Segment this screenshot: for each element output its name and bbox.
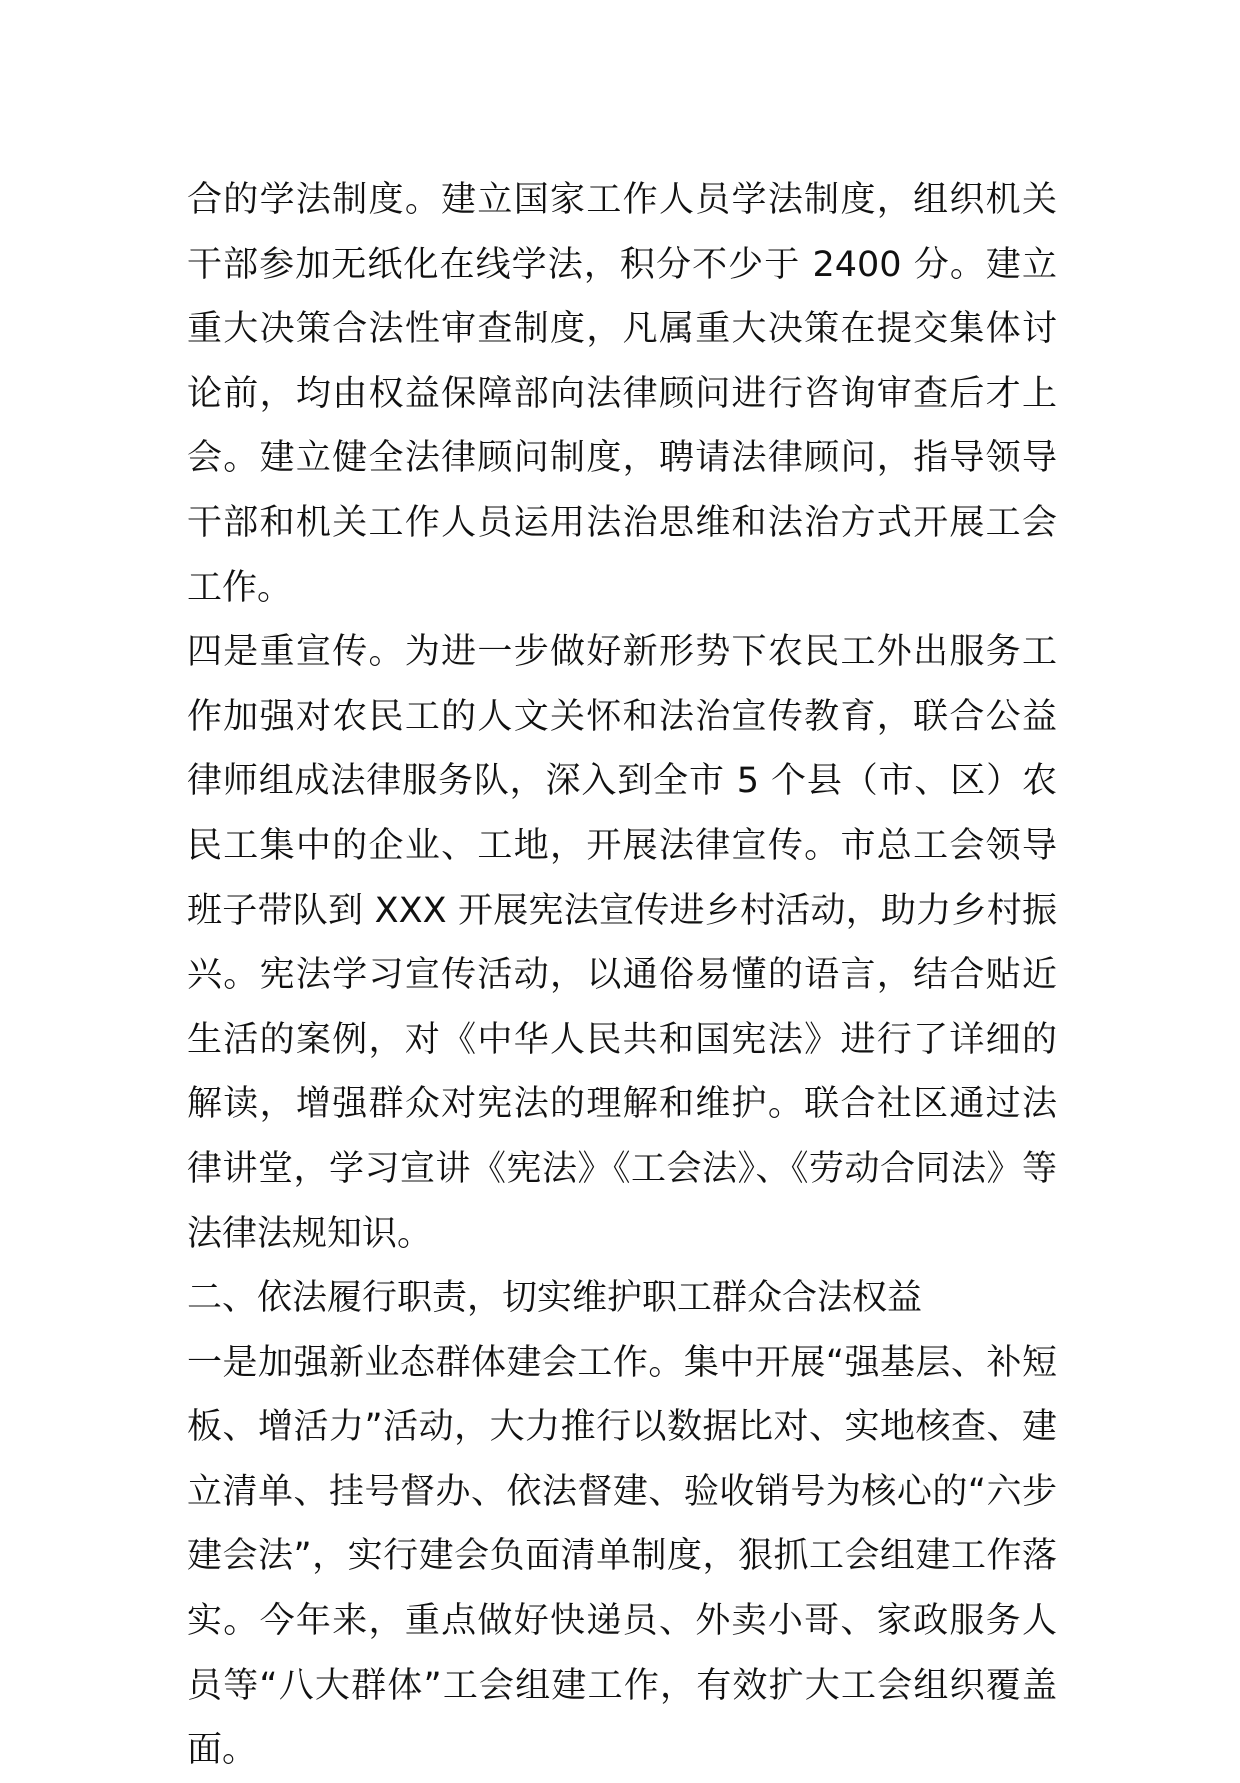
paragraph-publicity: 四是重宣传。为进一步做好新形势下农民工外出服务工作加强对农民工的人文关怀和法治宣传教育，联合公益律师组成法律服务队，深入到全市 5 个县（市、区）农民工集中的企业、工地，开展法律宣传。市总工会领导班子带队到 XXX 开展宪法宣传进乡村活动，助力乡村振兴。宪法学习宣传活动，以通俗易懂的语言，结合贴近生活的案例，对《中华人民共和国宪法》进行了详细的解读，增强群众对宪法的理解和维护。联合社区通过法律讲堂，学习宣讲《宪法》《工会法》、《劳动合同法》等法律法规知识。 [187, 632, 1057, 1254]
document-body [187, 168, 1057, 1783]
section-heading: 二、依法履行职责，切实维护职工群众合法权益 [187, 1278, 923, 1319]
paragraph-study-system: 合的学法制度。建立国家工作人员学法制度，组织机关干部参加无纸化在线学法，积分不少于 2400 分。建立重大决策合法性审查制度，凡属重大决策在提交集体讨论前，均由权益保障部向法律顾问进行咨询审查后才上会。建立健全法律顾问制度，聘请法律顾问，指导领导干部和机关工作人员运用法治思维和法治方式开展工会工作。 [187, 180, 1057, 608]
paragraph-new-business-groups: 一是加强新业态群体建会工作。集中开展“强基层、补短板、增活力”活动，大力推行以数据比对、实地核查、建立清单、挂号督办、依法督建、验收销号为核心的“六步建会法”，实行建会负面清单制度，狠抓工会组建工作落实。今年来，重点做好快递员、外卖小哥、家政服务人员等“八大群体”工会组建工作，有效扩大工会组织覆盖面。 [187, 1342, 1057, 1771]
